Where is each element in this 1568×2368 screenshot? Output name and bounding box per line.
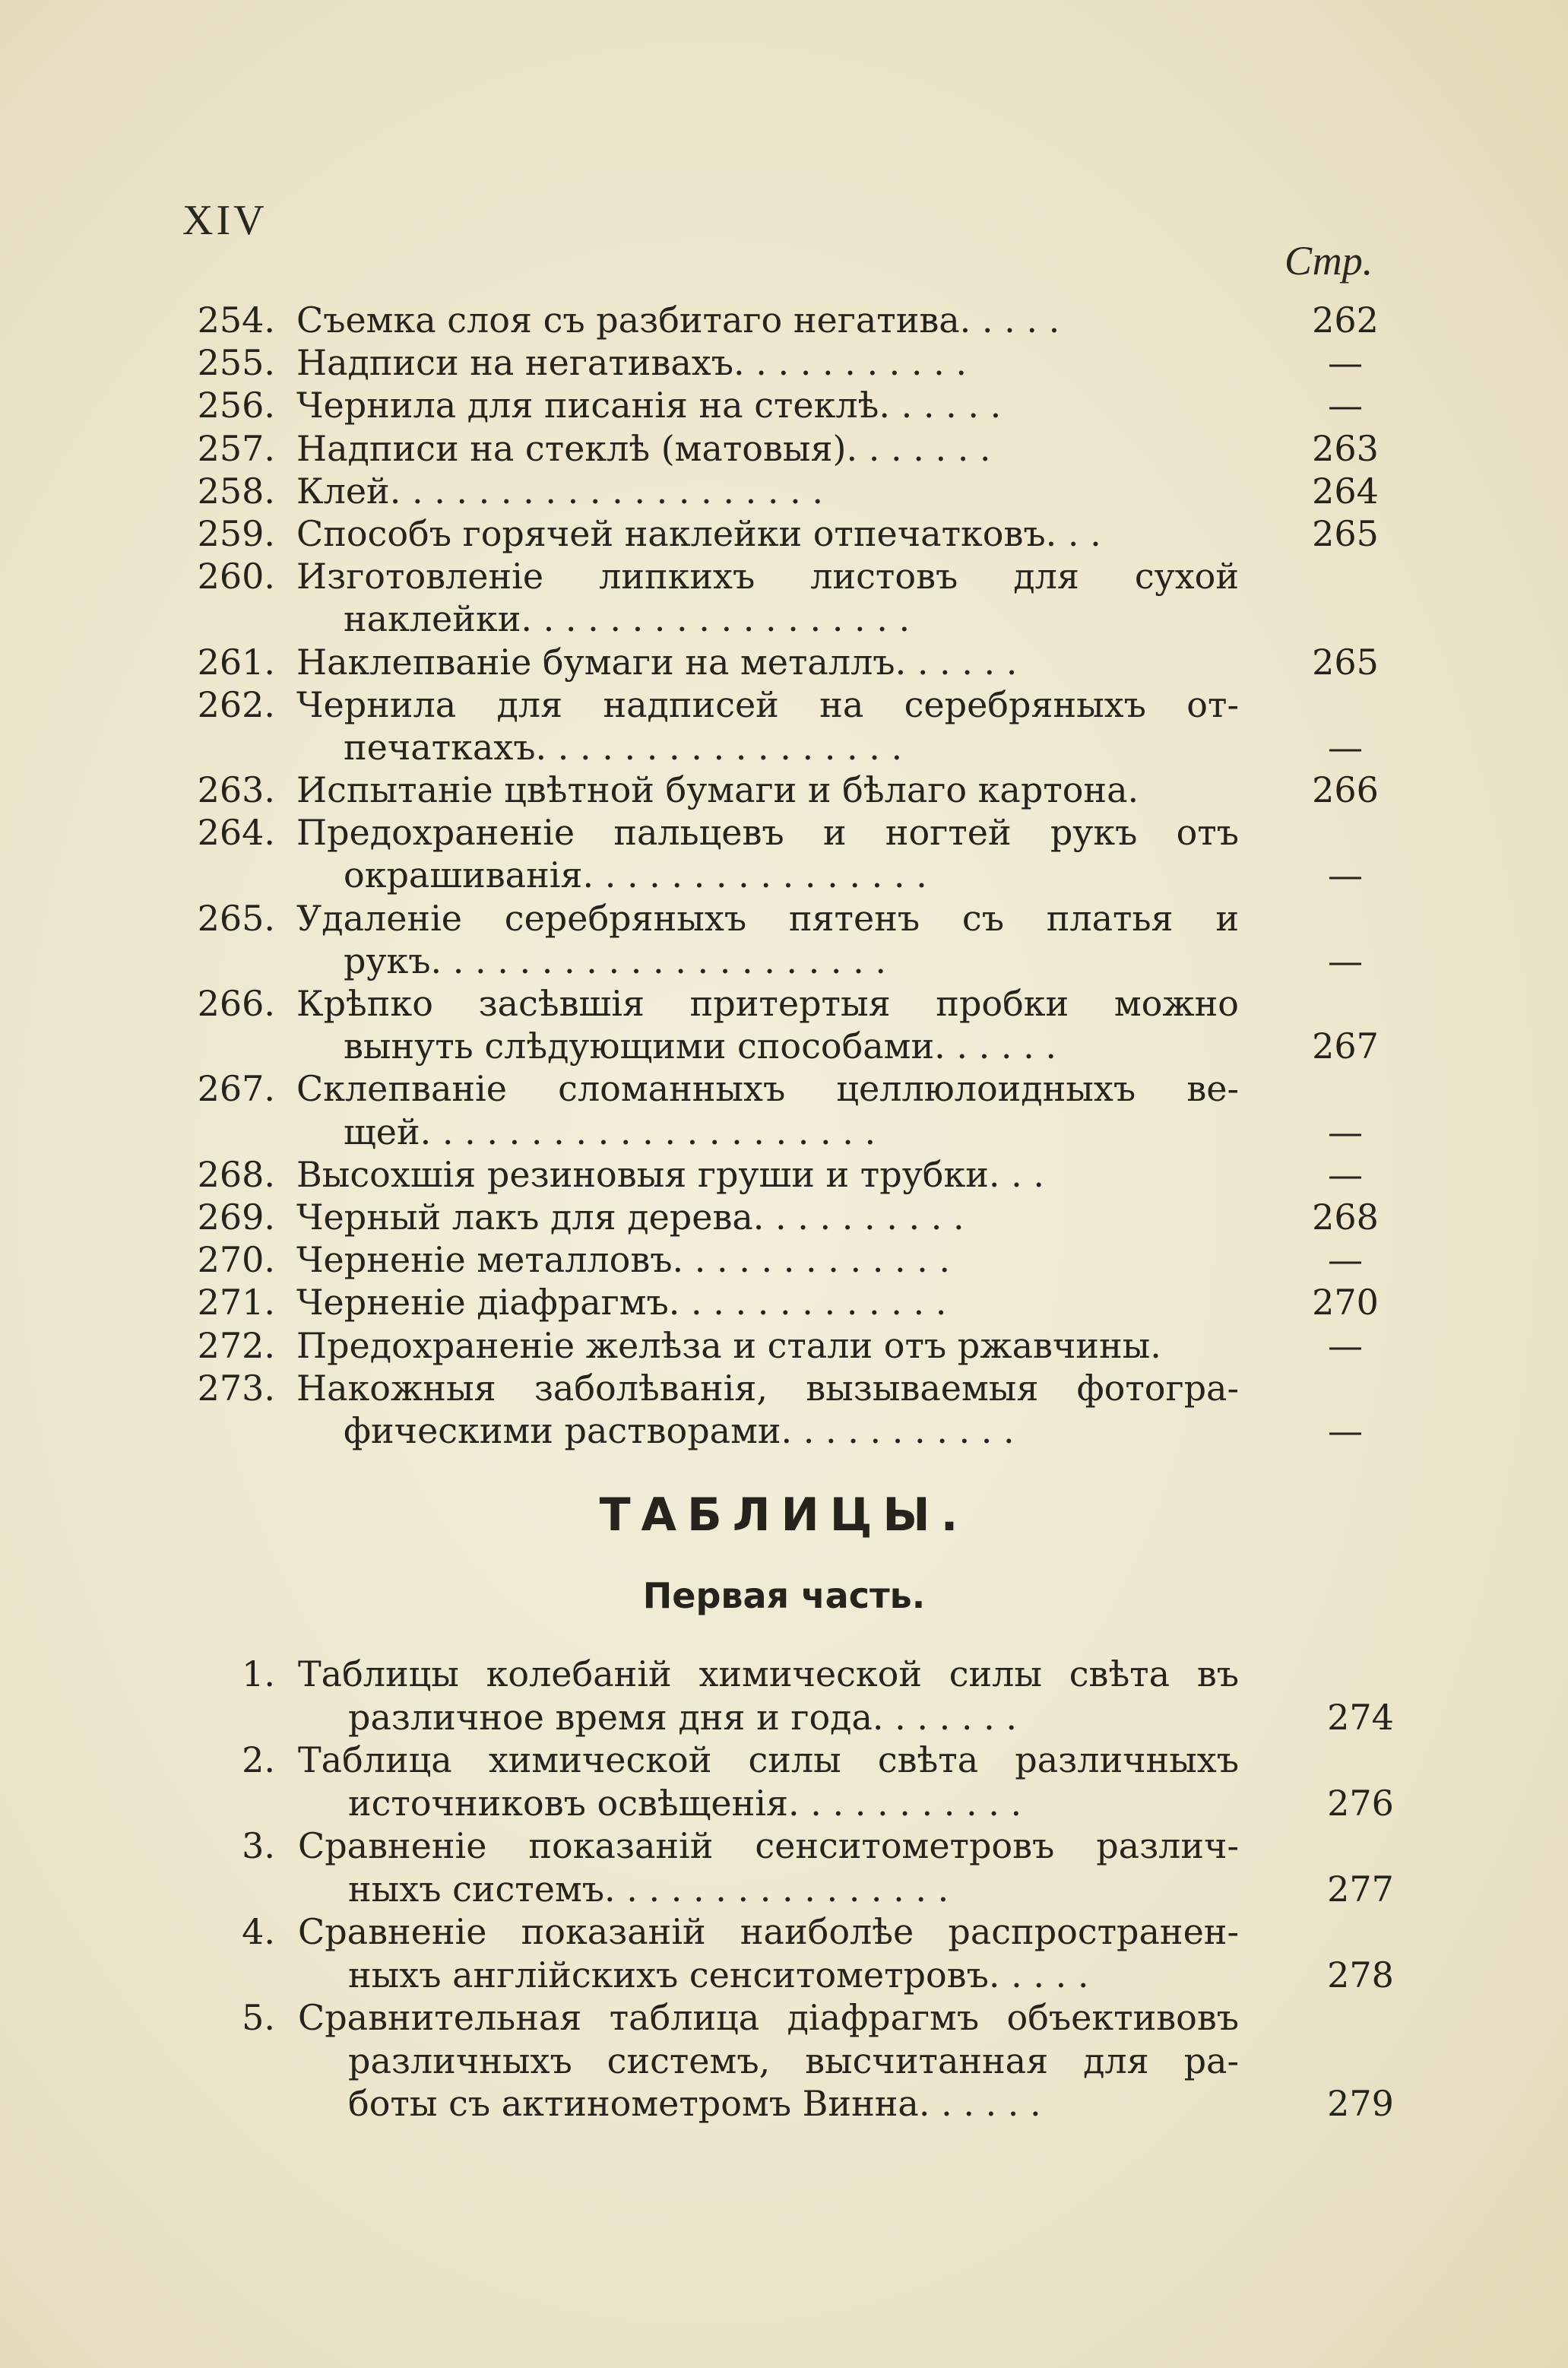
entry-page: 266: [1312, 769, 1379, 811]
toc-entry: [182, 1238, 1414, 1281]
entry-title: Способъ горячей наклейки отпечатковъ. . .: [296, 512, 1101, 554]
entry-number: 261.: [197, 641, 275, 683]
entry-page: 277: [1327, 1868, 1394, 1910]
entry-number: 5.: [242, 1997, 275, 2038]
entry-number: 266.: [197, 983, 275, 1024]
toc-entry: [182, 1196, 1414, 1238]
entry-title: различное время дня и года. . . . . . .: [348, 1696, 1017, 1738]
toc-entry-continuation: [182, 1409, 1414, 1452]
entry-page: 279: [1327, 2083, 1394, 2124]
entry-page: —: [1328, 385, 1363, 426]
entry-title: Клей. . . . . . . . . . . . . . . . . . . .: [296, 470, 823, 512]
entry-number: 257.: [197, 427, 275, 469]
entry-title: Сравненіе показаній сенситометровъ различ-: [298, 1825, 1239, 1866]
entry-number: 271.: [197, 1282, 275, 1323]
entry-page: —: [1328, 1324, 1363, 1366]
toc-entry-continuation: [182, 1782, 1444, 1825]
entry-number: 258.: [197, 470, 275, 512]
entry-title: Черненіе металловъ. . . . . . . . . . . . .: [296, 1239, 951, 1281]
toc-entry-continuation: [182, 2082, 1444, 2125]
entry-number: 254.: [197, 300, 275, 341]
entry-number: 267.: [197, 1068, 275, 1110]
entry-page: 264: [1312, 470, 1379, 512]
toc-entry: [182, 897, 1414, 940]
entry-title: Предохраненіе пальцевъ и ногтей рукъ отъ: [296, 812, 1239, 854]
entry-number: 272.: [197, 1324, 275, 1366]
entry-title: Черненіе діафрагмъ. . . . . . . . . . . . .: [296, 1282, 947, 1323]
toc-entry: [182, 512, 1414, 555]
entry-title: щей. . . . . . . . . . . . . . . . . . . . .: [344, 1111, 876, 1152]
entry-title: Надписи на негативахъ. . . . . . . . . . .: [296, 342, 968, 384]
toc-entry: [182, 641, 1414, 683]
entry-title: фическими растворами. . . . . . . . . . .: [344, 1409, 1015, 1451]
entry-number: 260.: [197, 556, 275, 598]
entry-title: Чернила для надписей на серебряныхъ от-: [296, 683, 1239, 725]
entry-page: 276: [1327, 1782, 1394, 1824]
entry-page: 262: [1312, 300, 1379, 341]
toc-entry: [182, 427, 1414, 470]
entry-title: Таблицы колебаній химической силы свѣта въ: [298, 1653, 1239, 1694]
toc-entry: [182, 1067, 1414, 1110]
entry-title: Удаленіе серебряныхъ пятенъ съ платья и: [296, 897, 1239, 939]
toc-entry-continuation: [182, 1025, 1414, 1067]
entry-title: Надписи на стеклѣ (матовыя). . . . . . .: [296, 427, 991, 469]
entry-number: 4.: [242, 1911, 275, 1952]
entry-title: Высохшія резиновыя груши и трубки. . .: [296, 1153, 1044, 1195]
toc-entry: [182, 470, 1414, 512]
entry-title: источниковъ освѣщенія. . . . . . . . . . .: [348, 1782, 1022, 1824]
toc-entry: [182, 811, 1414, 854]
entry-title: Испытаніе цвѣтной бумаги и бѣлаго картона.: [296, 769, 1139, 811]
entry-page: 268: [1312, 1196, 1379, 1238]
entry-page: —: [1328, 1409, 1363, 1451]
contents-list: [182, 299, 1414, 1452]
toc-entry: [182, 341, 1414, 384]
entry-title: Предохраненіе желѣза и стали отъ ржавчины.: [296, 1324, 1161, 1366]
entry-number: 263.: [197, 769, 275, 811]
toc-entry: [182, 982, 1414, 1025]
toc-entry: [182, 1653, 1444, 1696]
entry-number: 273.: [197, 1367, 275, 1409]
entry-title: Крѣпко засѣвшія притертыя пробки можно: [296, 983, 1239, 1024]
toc-entry: [182, 1367, 1414, 1409]
toc-entry-continuation: [182, 854, 1414, 896]
entry-number: 259.: [197, 512, 275, 554]
entry-number: 265.: [197, 897, 275, 939]
entry-page: 274: [1327, 1696, 1394, 1738]
entry-title: Чернила для писанія на стеклѣ. . . . . .: [296, 385, 1002, 426]
entry-title: Накожныя заболѣванія, вызываемыя фотогра-: [296, 1367, 1239, 1409]
entry-page: —: [1328, 1153, 1363, 1195]
page-number: XIV: [182, 197, 268, 244]
toc-entry: [182, 384, 1414, 426]
entry-page: 270: [1312, 1282, 1379, 1323]
entry-number: 268.: [197, 1153, 275, 1195]
tables-list: [182, 1653, 1444, 2125]
entry-number: 1.: [242, 1653, 275, 1694]
toc-entry: [182, 683, 1414, 726]
section-title: ТАБЛИЦЫ.: [599, 1488, 969, 1542]
toc-entry-continuation: [182, 1954, 1444, 1997]
entry-title: Съемка слоя съ разбитаго негатива. . . . .: [296, 300, 1060, 341]
entry-title: ныхъ англійскихъ сенситометровъ. . . . .: [348, 1954, 1089, 1996]
toc-entry: [182, 1281, 1414, 1323]
entry-number: 256.: [197, 385, 275, 426]
entry-number: 3.: [242, 1825, 275, 1866]
toc-entry: [182, 1824, 1444, 1868]
entry-page: —: [1328, 940, 1363, 981]
entry-page: 267: [1312, 1025, 1379, 1067]
entry-title: различныхъ системъ, высчитанная для ра-: [348, 2040, 1239, 2081]
entry-title: Наклепваніе бумаги на металлъ. . . . . .: [296, 641, 1018, 683]
entry-page: 265: [1312, 512, 1379, 554]
entry-number: 269.: [197, 1196, 275, 1238]
entry-title: ныхъ системъ. . . . . . . . . . . . . . . .: [348, 1868, 949, 1910]
toc-entry: [182, 1324, 1414, 1367]
entry-title: вынуть слѣдующими способами. . . . . .: [344, 1025, 1056, 1067]
toc-entry: [182, 299, 1414, 341]
toc-entry-continuation: [182, 726, 1414, 769]
entry-title: Сравнительная таблица діафрагмъ объективовъ: [298, 1997, 1239, 2038]
toc-entry: [182, 769, 1414, 811]
entry-title: Склепваніе сломанныхъ целлюлоидныхъ ве-: [296, 1068, 1239, 1110]
toc-entry: [182, 1739, 1444, 1782]
entry-page: —: [1328, 1111, 1363, 1152]
entry-number: 2.: [242, 1739, 275, 1780]
entry-title: рукъ. . . . . . . . . . . . . . . . . . . . .: [344, 940, 887, 981]
toc-entry: [182, 1153, 1414, 1196]
toc-entry: [182, 555, 1414, 598]
entry-title: окрашиванія. . . . . . . . . . . . . . . .: [344, 854, 927, 896]
entry-number: 255.: [197, 342, 275, 384]
toc-entry-continuation: [182, 2040, 1444, 2083]
toc-entry-continuation: [182, 1111, 1414, 1153]
entry-page: 265: [1312, 641, 1379, 683]
entry-title: печаткахъ. . . . . . . . . . . . . . . . .: [344, 726, 903, 768]
entry-title: Таблица химической силы свѣта различныхъ: [298, 1739, 1239, 1780]
entry-page: —: [1328, 726, 1363, 768]
toc-entry: [182, 1910, 1444, 1954]
entry-title: боты съ актинометромъ Винна. . . . . .: [348, 2083, 1041, 2124]
entry-page: 278: [1327, 1954, 1394, 1996]
entry-page: 263: [1312, 427, 1379, 469]
toc-entry-continuation: [182, 598, 1414, 640]
entry-title: Черный лакъ для дерева. . . . . . . . . .: [296, 1196, 965, 1238]
entry-number: 262.: [197, 683, 275, 725]
entry-page: —: [1328, 854, 1363, 896]
entry-page: —: [1328, 342, 1363, 384]
toc-entry-continuation: [182, 1868, 1444, 1911]
entry-title: Изготовленіе липкихъ листовъ для сухой: [296, 556, 1239, 598]
toc-entry: [182, 1996, 1444, 2040]
page-column-header: Стр.: [1284, 238, 1373, 284]
toc-entry-continuation: [182, 940, 1414, 982]
entry-number: 270.: [197, 1239, 275, 1281]
entry-title: Сравненіе показаній наиболѣе распространен-: [298, 1911, 1239, 1952]
entry-number: 264.: [197, 812, 275, 854]
section-subtitle: Первая часть.: [642, 1575, 926, 1616]
entry-title: наклейки. . . . . . . . . . . . . . . . . .: [344, 598, 911, 640]
toc-entry-continuation: [182, 1696, 1444, 1739]
entry-page: —: [1328, 1239, 1363, 1281]
